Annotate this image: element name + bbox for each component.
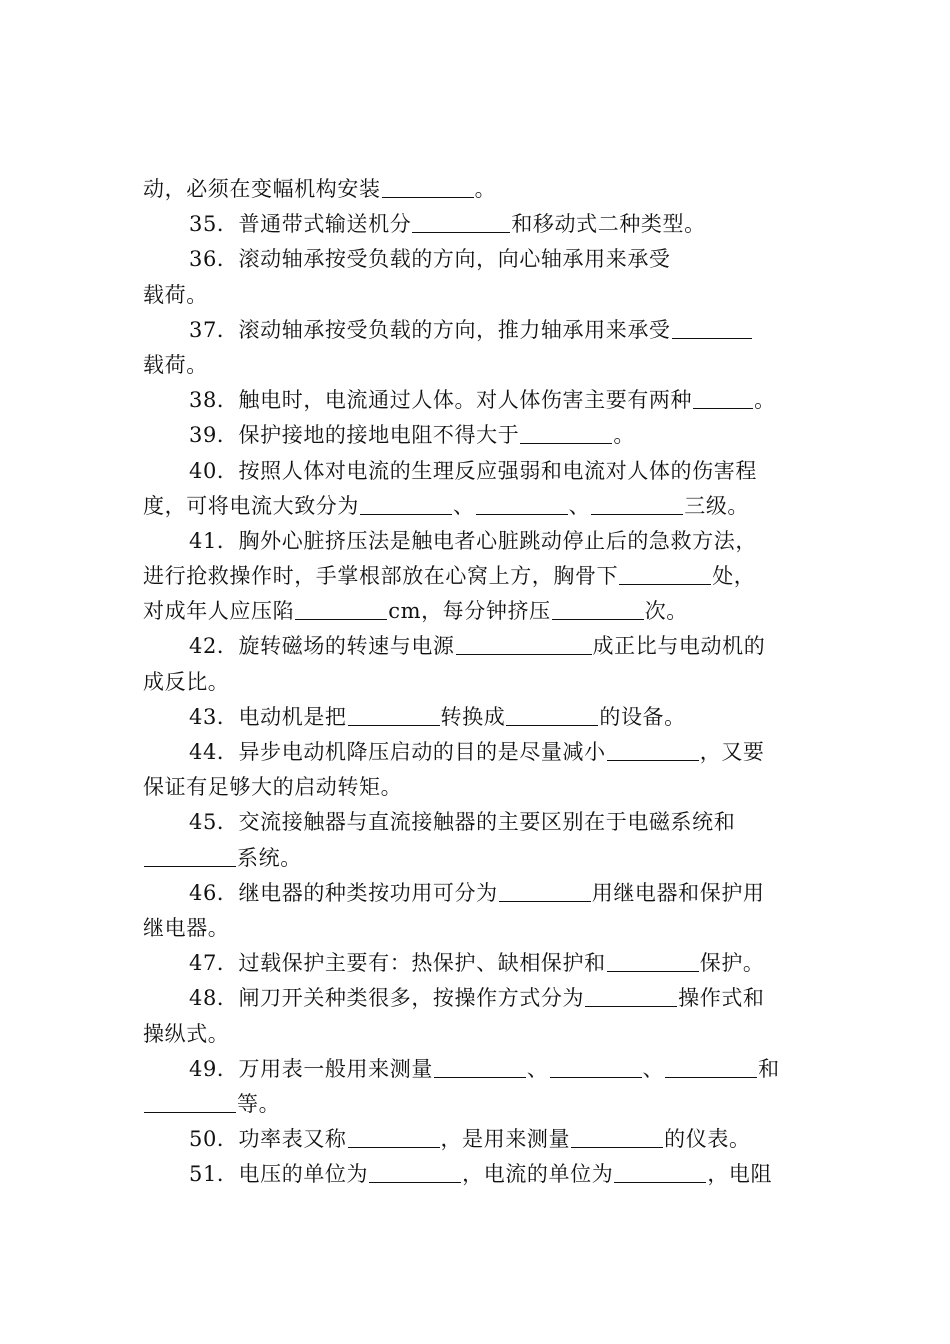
- fill-in-blank: [591, 492, 683, 515]
- text-line: [143, 489, 815, 524]
- line-text: 转换成: [440, 704, 506, 729]
- text-line: [143, 559, 815, 594]
- line-text: 48．闸刀开关种类很多，按操作方式分为: [189, 986, 585, 1011]
- text-line: [143, 911, 815, 946]
- text-line: [143, 805, 815, 840]
- line-text: 37．滚动轴承按受负载的方向，推力轴承用来承受: [189, 317, 671, 342]
- text-line: [143, 770, 815, 805]
- text-line: [143, 1052, 815, 1087]
- fill-in-blank: [144, 844, 236, 867]
- line-text: cm，每分钟挤压: [388, 599, 551, 624]
- line-text: 用继电器和保护用: [591, 880, 765, 905]
- line-text: 47．过载保护主要有：热保护、缺相保护和: [189, 951, 606, 976]
- line-text: 50．功率表又称: [189, 1127, 347, 1152]
- line-text: 45．交流接触器与直流接触器的主要区别在于电磁系统和: [189, 810, 736, 835]
- line-text: 成正比与电动机的: [592, 634, 766, 659]
- question-list: [143, 172, 815, 1192]
- line-text: 操纵式。: [143, 1021, 230, 1046]
- text-line: [143, 1122, 815, 1157]
- fill-in-blank: [348, 703, 440, 726]
- text-line: [143, 594, 815, 629]
- line-text: 和移动式二种类型。: [511, 212, 706, 237]
- fill-in-blank: [295, 597, 387, 620]
- text-line: [143, 278, 815, 313]
- line-text: 43．电动机是把: [189, 704, 347, 729]
- text-line: [143, 665, 815, 700]
- line-text: 40．按照人体对电流的生理反应强弱和电流对人体的伤害程: [189, 458, 757, 483]
- fill-in-blank: [348, 1125, 440, 1148]
- fill-in-blank: [619, 562, 711, 585]
- line-text: 保证有足够大的启动转矩。: [143, 775, 403, 800]
- line-text: 动，必须在变幅机构安装: [143, 177, 381, 201]
- text-line: [143, 1157, 815, 1192]
- fill-in-blank: [499, 879, 591, 902]
- fill-in-blank: [434, 1055, 526, 1078]
- text-line: [143, 841, 815, 876]
- fill-in-blank: [607, 738, 699, 761]
- line-text: 51．电压的单位为: [189, 1162, 369, 1187]
- line-text: 、: [526, 1056, 549, 1081]
- text-line: [143, 981, 815, 1016]
- line-text: 进行抢救操作时，手掌根部放在心窝上方，胸骨下: [143, 564, 619, 589]
- line-text: 对成年人应压陷: [143, 599, 295, 624]
- line-text: 成反比。: [143, 669, 230, 694]
- line-text: 、: [568, 493, 591, 518]
- line-text: 49．万用表一般用来测量: [189, 1056, 433, 1081]
- line-text: ，电流的单位为: [462, 1162, 614, 1187]
- fill-in-blank: [607, 949, 699, 972]
- line-text: 系统。: [237, 845, 302, 870]
- text-line: [143, 348, 815, 383]
- fill-in-blank: [672, 316, 752, 339]
- text-line: [143, 700, 815, 735]
- text-line: [143, 735, 815, 770]
- fill-in-blank: [456, 632, 592, 655]
- line-text: 处，: [712, 564, 756, 589]
- line-text: 载荷。: [143, 282, 208, 307]
- text-line: [143, 454, 815, 489]
- text-line: [143, 524, 815, 559]
- fill-in-blank: [369, 1160, 461, 1183]
- line-text: ，电阻: [707, 1162, 773, 1187]
- fill-in-blank: [382, 175, 474, 198]
- line-text: 。: [474, 177, 497, 201]
- line-text: 、: [453, 493, 475, 518]
- fill-in-blank: [476, 492, 568, 515]
- line-text: 35．普通带式输送机分: [189, 212, 412, 237]
- text-line: [143, 1087, 815, 1122]
- line-text: 。: [613, 423, 635, 448]
- line-text: 。: [754, 388, 776, 413]
- fill-in-blank: [614, 1160, 706, 1183]
- text-line: [143, 383, 815, 418]
- line-text: 继电器。: [143, 915, 230, 940]
- line-text: 36．滚动轴承按受负载的方向，向心轴承用来承受: [189, 247, 671, 272]
- fill-in-blank: [412, 210, 510, 233]
- line-text: 的仪表。: [664, 1127, 751, 1152]
- line-text: 的设备。: [599, 704, 686, 729]
- text-line: [143, 207, 815, 242]
- fill-in-blank: [693, 386, 753, 409]
- text-line: [143, 313, 815, 348]
- line-text: 38．触电时，电流通过人体。对人体伤害主要有两种: [189, 388, 693, 413]
- fill-in-blank: [520, 421, 612, 444]
- text-line: [143, 418, 815, 453]
- fill-in-blank: [552, 597, 644, 620]
- text-line: [143, 946, 815, 981]
- fill-in-blank: [571, 1125, 663, 1148]
- line-text: 42．旋转磁场的转速与电源: [189, 634, 455, 659]
- text-line: [143, 172, 815, 207]
- line-text: 三级。: [684, 493, 750, 518]
- line-text: 46．继电器的种类按功用可分为: [189, 880, 498, 905]
- line-text: 次。: [644, 599, 688, 624]
- line-text: ，又要: [699, 740, 765, 764]
- line-text: 度，可将电流大致分为: [143, 493, 359, 518]
- line-text: 保护。: [699, 951, 765, 976]
- fill-in-blank: [360, 492, 452, 515]
- fill-in-blank: [550, 1055, 642, 1078]
- fill-in-blank: [506, 703, 598, 726]
- text-line: [143, 876, 815, 911]
- line-text: ，是用来测量: [440, 1127, 571, 1152]
- fill-in-blank: [585, 984, 677, 1007]
- line-text: 等。: [237, 1091, 281, 1116]
- text-line: [143, 1017, 815, 1052]
- line-text: 44．异步电动机降压启动的目的是尽量减小: [189, 740, 606, 764]
- line-text: 、: [642, 1056, 665, 1081]
- fill-in-blank: [144, 1090, 236, 1113]
- line-text: 39．保护接地的接地电阻不得大于: [189, 423, 520, 448]
- line-text: 和: [758, 1056, 780, 1081]
- text-line: [143, 242, 815, 277]
- line-text: 41．胸外心脏挤压法是触电者心脏跳动停止后的急救方法，: [189, 528, 757, 553]
- text-line: [143, 629, 815, 664]
- line-text: 载荷。: [143, 352, 208, 377]
- line-text: 操作式和: [678, 986, 765, 1011]
- fill-in-blank: [665, 1055, 757, 1078]
